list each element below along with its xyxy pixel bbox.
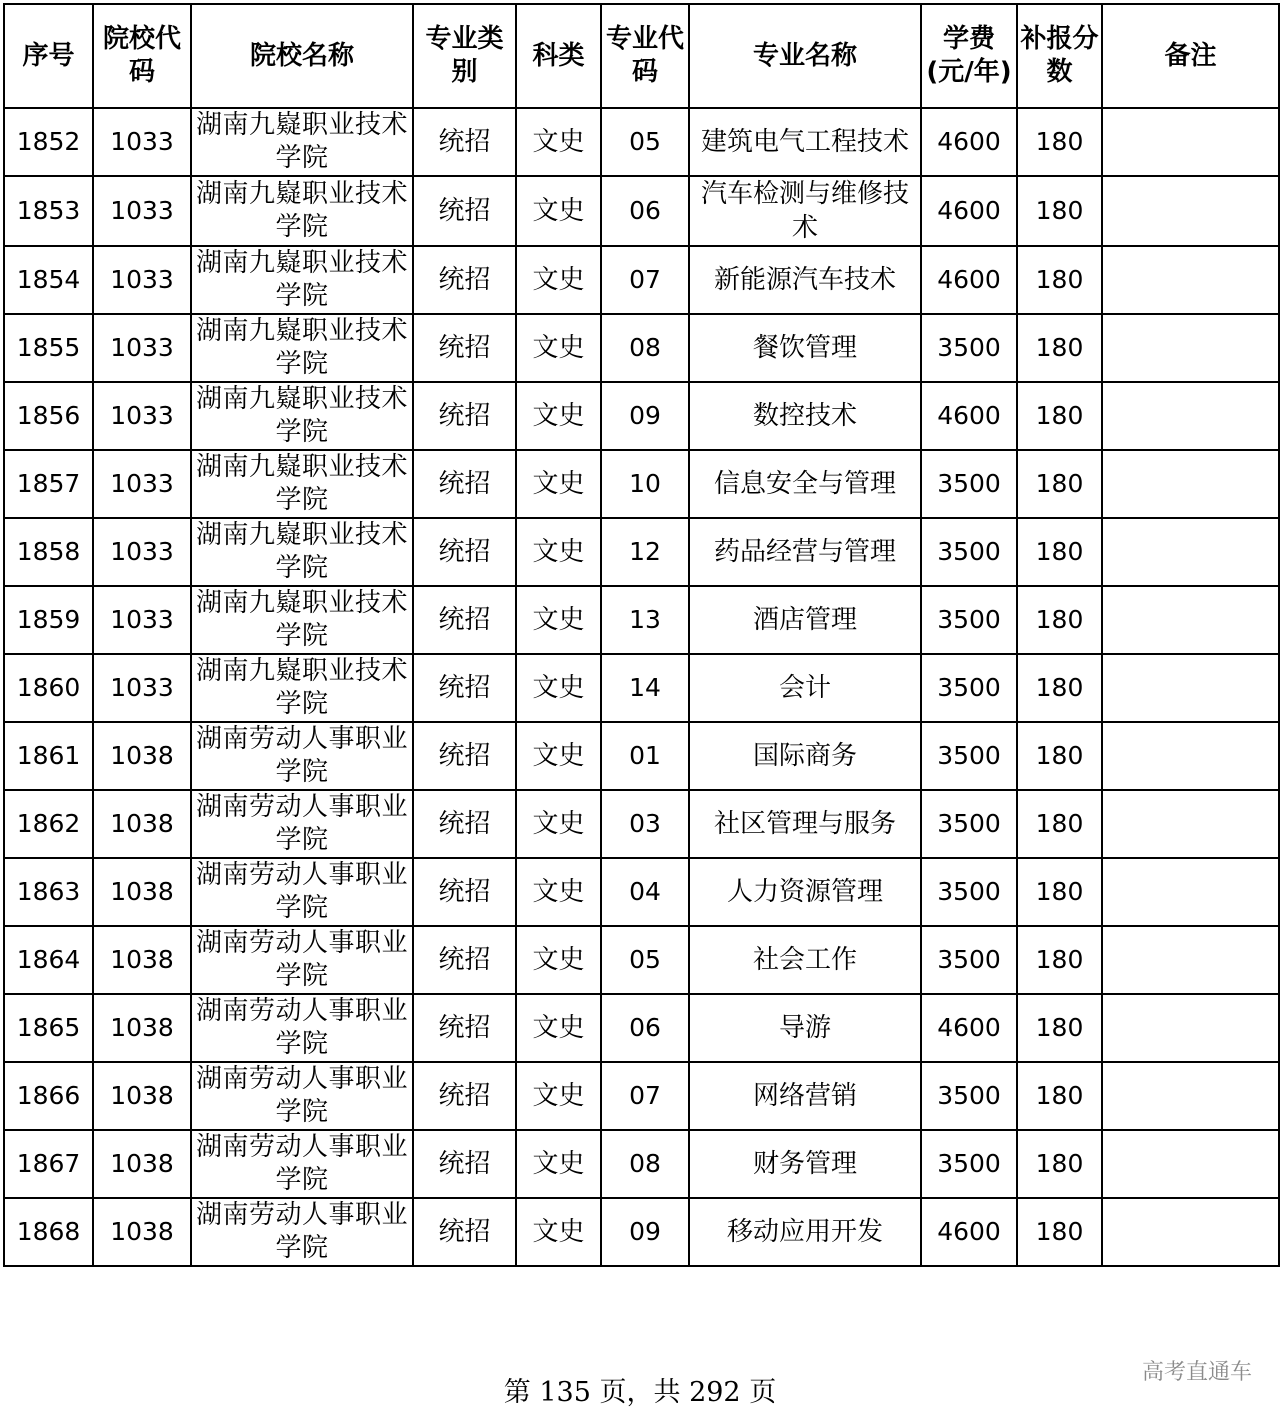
cell-major-code: 05 <box>601 926 689 994</box>
table-body <box>4 108 1279 1266</box>
table-row <box>4 518 1279 586</box>
cell-serial: 1853 <box>4 176 93 246</box>
cell-school-name: 湖南九嶷职业技术学院 <box>191 108 413 176</box>
cell-major-category: 统招 <box>413 450 516 518</box>
cell-school-code: 1033 <box>93 450 191 518</box>
cell-major-name: 移动应用开发 <box>689 1198 921 1266</box>
cell-school-code: 1033 <box>93 654 191 722</box>
table-header-row <box>4 4 1279 108</box>
cell-school-name: 湖南九嶷职业技术学院 <box>191 176 413 246</box>
header-major-name: 专业名称 <box>689 4 921 108</box>
cell-tuition: 3500 <box>921 722 1017 790</box>
cell-serial: 1861 <box>4 722 93 790</box>
cell-school-code: 1038 <box>93 1198 191 1266</box>
cell-supplementary-score: 180 <box>1017 314 1102 382</box>
cell-school-code: 1033 <box>93 518 191 586</box>
cell-tuition: 3500 <box>921 790 1017 858</box>
cell-serial: 1868 <box>4 1198 93 1266</box>
cell-major-name: 信息安全与管理 <box>689 450 921 518</box>
cell-serial: 1862 <box>4 790 93 858</box>
table-row <box>4 1062 1279 1130</box>
header-serial: 序号 <box>4 4 93 108</box>
cell-major-name: 会计 <box>689 654 921 722</box>
cell-serial: 1860 <box>4 654 93 722</box>
cell-serial: 1855 <box>4 314 93 382</box>
cell-subject-type: 文史 <box>516 790 601 858</box>
cell-tuition: 3500 <box>921 858 1017 926</box>
cell-serial: 1867 <box>4 1130 93 1198</box>
cell-school-code: 1038 <box>93 994 191 1062</box>
header-tuition: 学费(元/年) <box>921 4 1017 108</box>
cell-remarks <box>1102 994 1279 1062</box>
header-school-name: 院校名称 <box>191 4 413 108</box>
cell-tuition: 4600 <box>921 108 1017 176</box>
table-row <box>4 994 1279 1062</box>
table-row <box>4 1198 1279 1266</box>
cell-school-name: 湖南劳动人事职业学院 <box>191 994 413 1062</box>
cell-school-code: 1038 <box>93 790 191 858</box>
cell-supplementary-score: 180 <box>1017 654 1102 722</box>
cell-tuition: 3500 <box>921 518 1017 586</box>
cell-major-code: 13 <box>601 586 689 654</box>
cell-major-code: 09 <box>601 382 689 450</box>
header-major-category: 专业类别 <box>413 4 516 108</box>
cell-major-code: 12 <box>601 518 689 586</box>
table-row <box>4 108 1279 176</box>
cell-major-name: 财务管理 <box>689 1130 921 1198</box>
cell-school-name: 湖南九嶷职业技术学院 <box>191 382 413 450</box>
cell-subject-type: 文史 <box>516 1130 601 1198</box>
cell-major-name: 国际商务 <box>689 722 921 790</box>
cell-serial: 1854 <box>4 246 93 314</box>
cell-major-code: 06 <box>601 994 689 1062</box>
cell-remarks <box>1102 790 1279 858</box>
cell-remarks <box>1102 246 1279 314</box>
cell-remarks <box>1102 450 1279 518</box>
page-number-footer: 第 135 页，共 292 页 <box>503 1377 777 1408</box>
cell-school-name: 湖南劳动人事职业学院 <box>191 722 413 790</box>
cell-major-category: 统招 <box>413 382 516 450</box>
cell-subject-type: 文史 <box>516 858 601 926</box>
cell-major-code: 08 <box>601 314 689 382</box>
cell-subject-type: 文史 <box>516 1062 601 1130</box>
cell-remarks <box>1102 1062 1279 1130</box>
cell-major-category: 统招 <box>413 246 516 314</box>
cell-supplementary-score: 180 <box>1017 790 1102 858</box>
cell-subject-type: 文史 <box>516 314 601 382</box>
cell-major-category: 统招 <box>413 1062 516 1130</box>
cell-supplementary-score: 180 <box>1017 722 1102 790</box>
cell-supplementary-score: 180 <box>1017 858 1102 926</box>
cell-school-name: 湖南九嶷职业技术学院 <box>191 654 413 722</box>
cell-subject-type: 文史 <box>516 176 601 246</box>
cell-school-code: 1038 <box>93 1130 191 1198</box>
cell-supplementary-score: 180 <box>1017 926 1102 994</box>
cell-subject-type: 文史 <box>516 1198 601 1266</box>
cell-tuition: 4600 <box>921 994 1017 1062</box>
cell-school-code: 1033 <box>93 108 191 176</box>
cell-major-code: 03 <box>601 790 689 858</box>
header-supplementary-score: 补报分数 <box>1017 4 1102 108</box>
cell-tuition: 4600 <box>921 1198 1017 1266</box>
cell-serial: 1865 <box>4 994 93 1062</box>
cell-school-name: 湖南九嶷职业技术学院 <box>191 518 413 586</box>
cell-remarks <box>1102 722 1279 790</box>
cell-supplementary-score: 180 <box>1017 382 1102 450</box>
cell-school-name: 湖南九嶷职业技术学院 <box>191 314 413 382</box>
cell-major-category: 统招 <box>413 586 516 654</box>
cell-tuition: 3500 <box>921 450 1017 518</box>
cell-supplementary-score: 180 <box>1017 176 1102 246</box>
cell-major-category: 统招 <box>413 176 516 246</box>
cell-supplementary-score: 180 <box>1017 518 1102 586</box>
cell-subject-type: 文史 <box>516 518 601 586</box>
cell-serial: 1852 <box>4 108 93 176</box>
header-subject-type: 科类 <box>516 4 601 108</box>
cell-school-code: 1038 <box>93 1062 191 1130</box>
table-row <box>4 1130 1279 1198</box>
cell-subject-type: 文史 <box>516 926 601 994</box>
cell-school-name: 湖南劳动人事职业学院 <box>191 926 413 994</box>
cell-school-code: 1033 <box>93 382 191 450</box>
cell-major-category: 统招 <box>413 994 516 1062</box>
cell-major-name: 汽车检测与维修技术 <box>689 176 921 246</box>
cell-serial: 1857 <box>4 450 93 518</box>
cell-major-name: 酒店管理 <box>689 586 921 654</box>
cell-serial: 1866 <box>4 1062 93 1130</box>
cell-remarks <box>1102 176 1279 246</box>
cell-supplementary-score: 180 <box>1017 450 1102 518</box>
cell-tuition: 3500 <box>921 586 1017 654</box>
cell-major-category: 统招 <box>413 790 516 858</box>
cell-major-name: 建筑电气工程技术 <box>689 108 921 176</box>
cell-subject-type: 文史 <box>516 654 601 722</box>
cell-subject-type: 文史 <box>516 450 601 518</box>
cell-school-code: 1038 <box>93 722 191 790</box>
cell-subject-type: 文史 <box>516 382 601 450</box>
table-row <box>4 722 1279 790</box>
cell-remarks <box>1102 314 1279 382</box>
cell-subject-type: 文史 <box>516 246 601 314</box>
header-school-code: 院校代码 <box>93 4 191 108</box>
cell-remarks <box>1102 926 1279 994</box>
cell-supplementary-score: 180 <box>1017 246 1102 314</box>
cell-major-code: 01 <box>601 722 689 790</box>
cell-tuition: 3500 <box>921 1062 1017 1130</box>
cell-major-name: 人力资源管理 <box>689 858 921 926</box>
cell-major-category: 统招 <box>413 1130 516 1198</box>
cell-serial: 1858 <box>4 518 93 586</box>
cell-major-category: 统招 <box>413 858 516 926</box>
cell-school-code: 1038 <box>93 858 191 926</box>
table-row <box>4 382 1279 450</box>
cell-major-name: 导游 <box>689 994 921 1062</box>
cell-school-name: 湖南劳动人事职业学院 <box>191 858 413 926</box>
admissions-table-container <box>3 3 1280 1267</box>
cell-subject-type: 文史 <box>516 994 601 1062</box>
cell-subject-type: 文史 <box>516 108 601 176</box>
table-row <box>4 654 1279 722</box>
cell-school-code: 1033 <box>93 314 191 382</box>
cell-major-category: 统招 <box>413 1198 516 1266</box>
admissions-table <box>3 3 1280 1267</box>
cell-major-category: 统招 <box>413 926 516 994</box>
cell-tuition: 4600 <box>921 176 1017 246</box>
cell-major-category: 统招 <box>413 722 516 790</box>
cell-major-code: 05 <box>601 108 689 176</box>
table-row <box>4 450 1279 518</box>
cell-major-category: 统招 <box>413 108 516 176</box>
cell-serial: 1856 <box>4 382 93 450</box>
cell-tuition: 4600 <box>921 382 1017 450</box>
cell-remarks <box>1102 654 1279 722</box>
cell-remarks <box>1102 586 1279 654</box>
header-remarks: 备注 <box>1102 4 1279 108</box>
cell-major-name: 餐饮管理 <box>689 314 921 382</box>
table-row <box>4 586 1279 654</box>
cell-subject-type: 文史 <box>516 722 601 790</box>
cell-school-name: 湖南劳动人事职业学院 <box>191 1062 413 1130</box>
cell-major-category: 统招 <box>413 518 516 586</box>
cell-school-code: 1033 <box>93 176 191 246</box>
cell-supplementary-score: 180 <box>1017 586 1102 654</box>
cell-supplementary-score: 180 <box>1017 108 1102 176</box>
cell-tuition: 3500 <box>921 654 1017 722</box>
cell-school-name: 湖南九嶷职业技术学院 <box>191 246 413 314</box>
table-row <box>4 926 1279 994</box>
cell-supplementary-score: 180 <box>1017 1198 1102 1266</box>
cell-major-code: 07 <box>601 1062 689 1130</box>
cell-serial: 1863 <box>4 858 93 926</box>
cell-major-code: 14 <box>601 654 689 722</box>
cell-major-name: 社区管理与服务 <box>689 790 921 858</box>
cell-major-name: 社会工作 <box>689 926 921 994</box>
cell-remarks <box>1102 858 1279 926</box>
table-row <box>4 314 1279 382</box>
cell-major-code: 04 <box>601 858 689 926</box>
cell-remarks <box>1102 108 1279 176</box>
cell-tuition: 3500 <box>921 1130 1017 1198</box>
cell-school-code: 1033 <box>93 586 191 654</box>
cell-supplementary-score: 180 <box>1017 1062 1102 1130</box>
cell-major-code: 08 <box>601 1130 689 1198</box>
cell-school-name: 湖南劳动人事职业学院 <box>191 1198 413 1266</box>
cell-major-name: 网络营销 <box>689 1062 921 1130</box>
cell-major-name: 药品经营与管理 <box>689 518 921 586</box>
cell-school-name: 湖南劳动人事职业学院 <box>191 790 413 858</box>
cell-remarks <box>1102 1198 1279 1266</box>
cell-major-name: 新能源汽车技术 <box>689 246 921 314</box>
cell-serial: 1859 <box>4 586 93 654</box>
cell-supplementary-score: 180 <box>1017 1130 1102 1198</box>
cell-major-code: 07 <box>601 246 689 314</box>
watermark-text: 高考直通车 <box>1141 1360 1252 1385</box>
cell-remarks <box>1102 1130 1279 1198</box>
cell-school-name: 湖南九嶷职业技术学院 <box>191 586 413 654</box>
cell-major-code: 09 <box>601 1198 689 1266</box>
cell-school-code: 1038 <box>93 926 191 994</box>
table-row <box>4 858 1279 926</box>
cell-school-code: 1033 <box>93 246 191 314</box>
cell-tuition: 4600 <box>921 246 1017 314</box>
cell-remarks <box>1102 382 1279 450</box>
cell-school-name: 湖南劳动人事职业学院 <box>191 1130 413 1198</box>
cell-major-name: 数控技术 <box>689 382 921 450</box>
cell-tuition: 3500 <box>921 926 1017 994</box>
cell-subject-type: 文史 <box>516 586 601 654</box>
table-row <box>4 246 1279 314</box>
cell-tuition: 3500 <box>921 314 1017 382</box>
table-row <box>4 176 1279 246</box>
cell-supplementary-score: 180 <box>1017 994 1102 1062</box>
cell-major-category: 统招 <box>413 314 516 382</box>
cell-major-code: 10 <box>601 450 689 518</box>
cell-school-name: 湖南九嶷职业技术学院 <box>191 450 413 518</box>
header-major-code: 专业代码 <box>601 4 689 108</box>
cell-major-code: 06 <box>601 176 689 246</box>
table-row <box>4 790 1279 858</box>
cell-serial: 1864 <box>4 926 93 994</box>
cell-remarks <box>1102 518 1279 586</box>
cell-major-category: 统招 <box>413 654 516 722</box>
